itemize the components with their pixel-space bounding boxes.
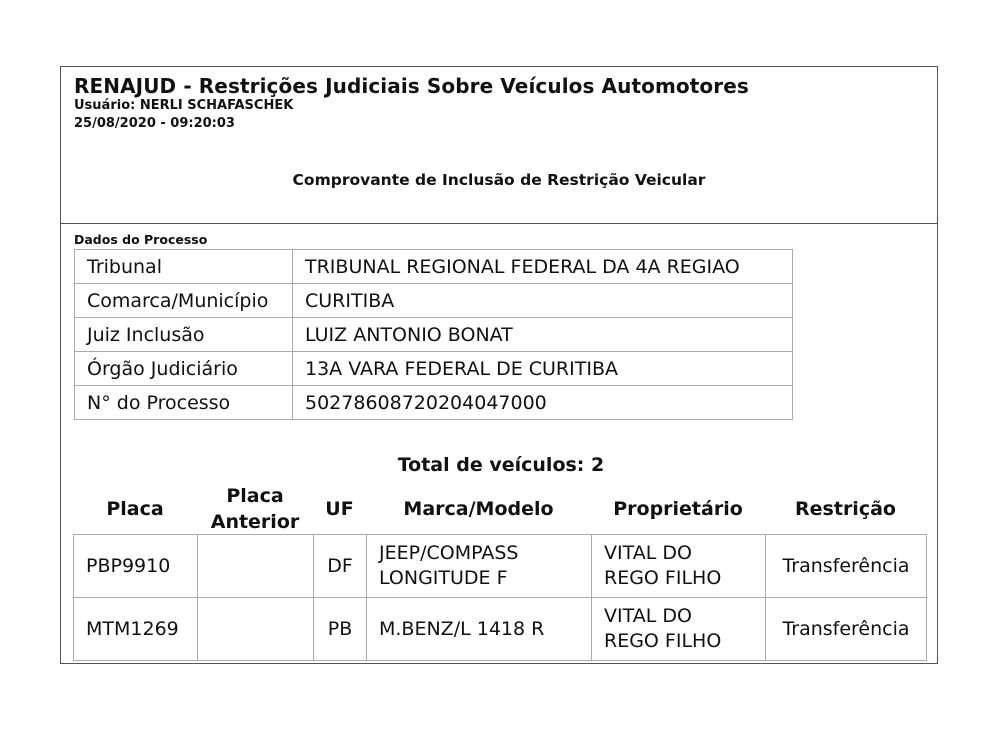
column-header-uf	[313, 484, 366, 534]
vehicle-marca-modelo-line: JEEP/COMPASS	[379, 542, 519, 564]
column-header-placa	[73, 484, 197, 534]
process-label: Juiz Inclusão	[75, 318, 293, 352]
column-header-marca-modelo	[366, 484, 591, 534]
vehicle-placa: MTM1269	[74, 598, 198, 661]
table-row	[75, 318, 793, 352]
section-label-process: Dados do Processo	[74, 232, 208, 247]
vehicles-table	[73, 534, 927, 661]
vehicle-total: Total de veículos: 2	[397, 454, 605, 476]
process-value: CURITIBA	[293, 284, 793, 318]
vehicle-uf: DF	[314, 535, 367, 598]
vehicle-placa-anterior	[198, 535, 314, 598]
vehicle-proprietario	[592, 598, 766, 661]
vehicle-placa-anterior	[198, 598, 314, 661]
process-value: 13A VARA FEDERAL DE CURITIBA	[293, 352, 793, 386]
document-header	[61, 67, 937, 224]
process-value: TRIBUNAL REGIONAL FEDERAL DA 4A REGIAO	[293, 250, 793, 284]
process-value: 50278608720204047000	[293, 386, 793, 420]
table-row	[75, 386, 793, 420]
column-header-label: Proprietário	[613, 498, 743, 520]
vehicle-proprietario	[592, 535, 766, 598]
vehicle-proprietario-line: REGO FILHO	[604, 567, 722, 589]
column-header-label: Placa	[106, 498, 164, 520]
vehicle-proprietario-line: REGO FILHO	[604, 630, 722, 652]
process-data-table	[74, 249, 793, 420]
table-row	[75, 284, 793, 318]
document-title: RENAJUD - Restrições Judiciais Sobre Veículos Automotores	[74, 74, 749, 98]
user-line: Usuário: NERLI SCHAFASCHEK	[74, 98, 294, 113]
table-row	[74, 598, 927, 661]
process-label: N° do Processo	[75, 386, 293, 420]
column-header-label: UF	[325, 498, 354, 520]
process-value: LUIZ ANTONIO BONAT	[293, 318, 793, 352]
column-header-proprietario	[591, 484, 765, 534]
vehicle-marca-modelo	[367, 598, 592, 661]
vehicle-marca-modelo	[367, 535, 592, 598]
vehicle-proprietario-line: VITAL DO	[604, 605, 692, 627]
column-header-label	[211, 483, 300, 535]
column-header-placa-anterior	[197, 484, 313, 534]
table-row	[75, 250, 793, 284]
vehicle-marca-modelo-line: LONGITUDE F	[379, 567, 508, 589]
vehicle-proprietario-line: VITAL DO	[604, 542, 692, 564]
table-row	[75, 352, 793, 386]
table-row	[74, 535, 927, 598]
process-label: Tribunal	[75, 250, 293, 284]
column-header-label: Restrição	[795, 498, 896, 520]
column-header-restricao	[765, 484, 926, 534]
vehicle-restricao: Transferência	[766, 598, 927, 661]
receipt-title: Comprovante de Inclusão de Restrição Veicular	[292, 171, 706, 189]
vehicle-uf: PB	[314, 598, 367, 661]
datetime-line: 25/08/2020 - 09:20:03	[74, 116, 235, 131]
document-frame	[60, 66, 938, 664]
column-header-line: Placa	[226, 485, 284, 507]
vehicle-placa: PBP9910	[74, 535, 198, 598]
column-header-label: Marca/Modelo	[403, 498, 554, 520]
vehicle-marca-modelo-line: M.BENZ/L 1418 R	[379, 617, 545, 640]
vehicle-restricao: Transferência	[766, 535, 927, 598]
process-label: Órgão Judiciário	[75, 352, 293, 386]
column-header-line: Anterior	[210, 511, 300, 533]
process-label: Comarca/Município	[75, 284, 293, 318]
